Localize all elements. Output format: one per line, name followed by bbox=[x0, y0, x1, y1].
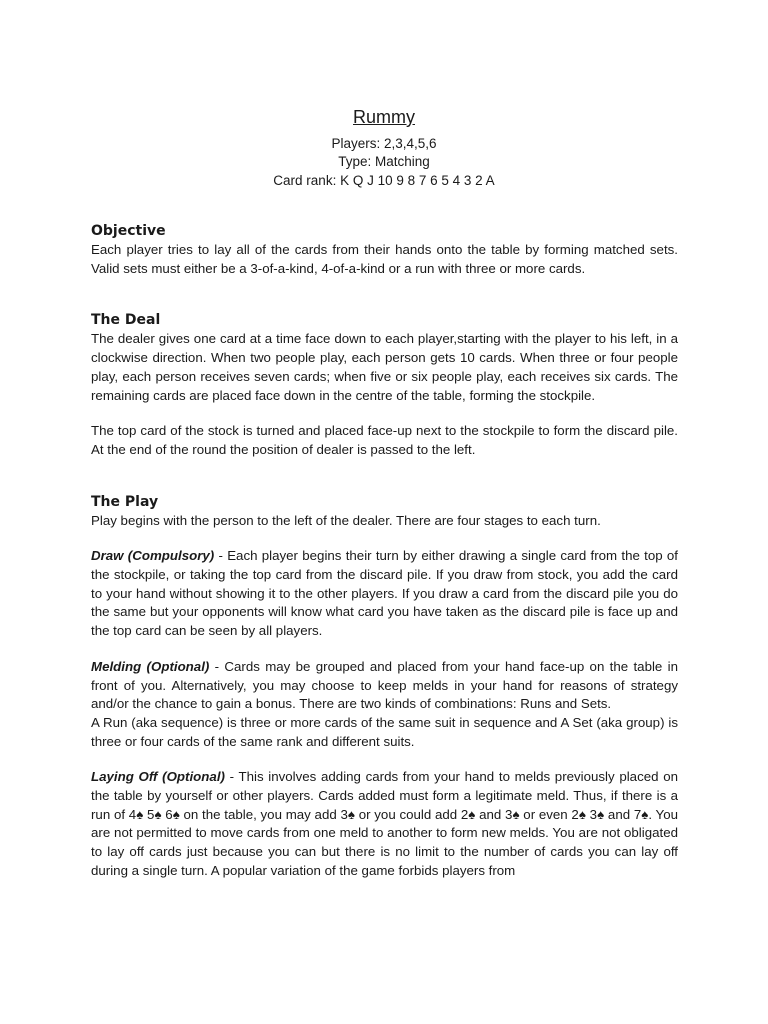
players-line: Players: 2,3,4,5,6 bbox=[331, 136, 437, 151]
type-line: Type: Matching bbox=[338, 154, 430, 170]
melding-label: Melding (Optional) bbox=[91, 658, 210, 674]
melding-text: - Cards may be grouped and placed from your hand face-up on the table in front of you. Alternatively, you may choose to keep melds in your hand for reasons of strategy and/or the chance to gain a bonus. There are two kinds of combinations: Runs and Sets. bbox=[91, 658, 678, 712]
draw-label: Draw (Compulsory) bbox=[91, 548, 215, 564]
deal-paragraph-1: The dealer gives one card at a time face down to each player,starting with the player to his left, in a clockwise direction. When two people play, each person gets 10 cards. When three or four people play, each person receives seven cards; when five or six people play, each receives six cards. The remaining cards are placed face down in the centre of the table, forming the stockpile. bbox=[91, 331, 678, 403]
document-body bbox=[91, 221, 678, 881]
document-title: Rummy bbox=[353, 107, 415, 127]
objective-heading: Objective bbox=[91, 223, 166, 239]
document-header bbox=[0, 105, 768, 190]
play-heading: The Play bbox=[91, 493, 159, 510]
draw-text: - Each player begins their turn by either drawing a single card from the top of the stockpile, or taking the top card from the discard pile. If you draw from stock, you add the card to your hand without showing it to the other players. If you draw a card from the discard pile you do the same but your opponents will know what card you have taken as the discard pile is face up and the top card can be seen by all players. bbox=[91, 548, 678, 639]
deal-paragraph-2: The top card of the stock is turned and placed face-up next to the stockpile to form the discard pile. At the end of the round the position of dealer is passed to the left. bbox=[91, 423, 678, 457]
objective-paragraph: Each player tries to lay all of the cards from their hands onto the table by forming matched sets. Valid sets must either be a 3-of-a-kind, 4-of-a-kind or a run with three or more cards. bbox=[91, 242, 678, 276]
deal-heading: The Deal bbox=[91, 312, 161, 329]
draw-paragraph bbox=[91, 547, 678, 641]
melding-paragraph bbox=[91, 658, 678, 714]
laying-off-label: Laying Off (Optional) bbox=[91, 769, 225, 785]
laying-off-text: - This involves adding cards from your hand to melds previously placed on the table by yourself or other players. Cards added must form a legitimate meld. Thus, if there is a run of 4♠ 5♠ 6♠ on the table, you may add 3♠ or you could add 2♠ and 3♠ or even 2♠ 3♠ and 7♠. You are not permitted to move cards from one meld to another to form new melds. You are not obligated to lay off cards just because you can but there is no limit to the number of cards you can lay off during a single turn. A popular variation of the game forbids players from bbox=[91, 769, 678, 878]
laying-off-paragraph bbox=[91, 768, 678, 880]
melding-paragraph-2: A Run (aka sequence) is three or more cards of the same suit in sequence and A Set (aka group) is three or four cards of the same rank and different suits. bbox=[91, 714, 678, 749]
card-rank-line: Card rank: K Q J 10 9 8 7 6 5 4 3 2 A bbox=[273, 172, 495, 188]
play-intro: Play begins with the person to the left of the dealer. There are four stages to each turn. bbox=[91, 512, 601, 528]
